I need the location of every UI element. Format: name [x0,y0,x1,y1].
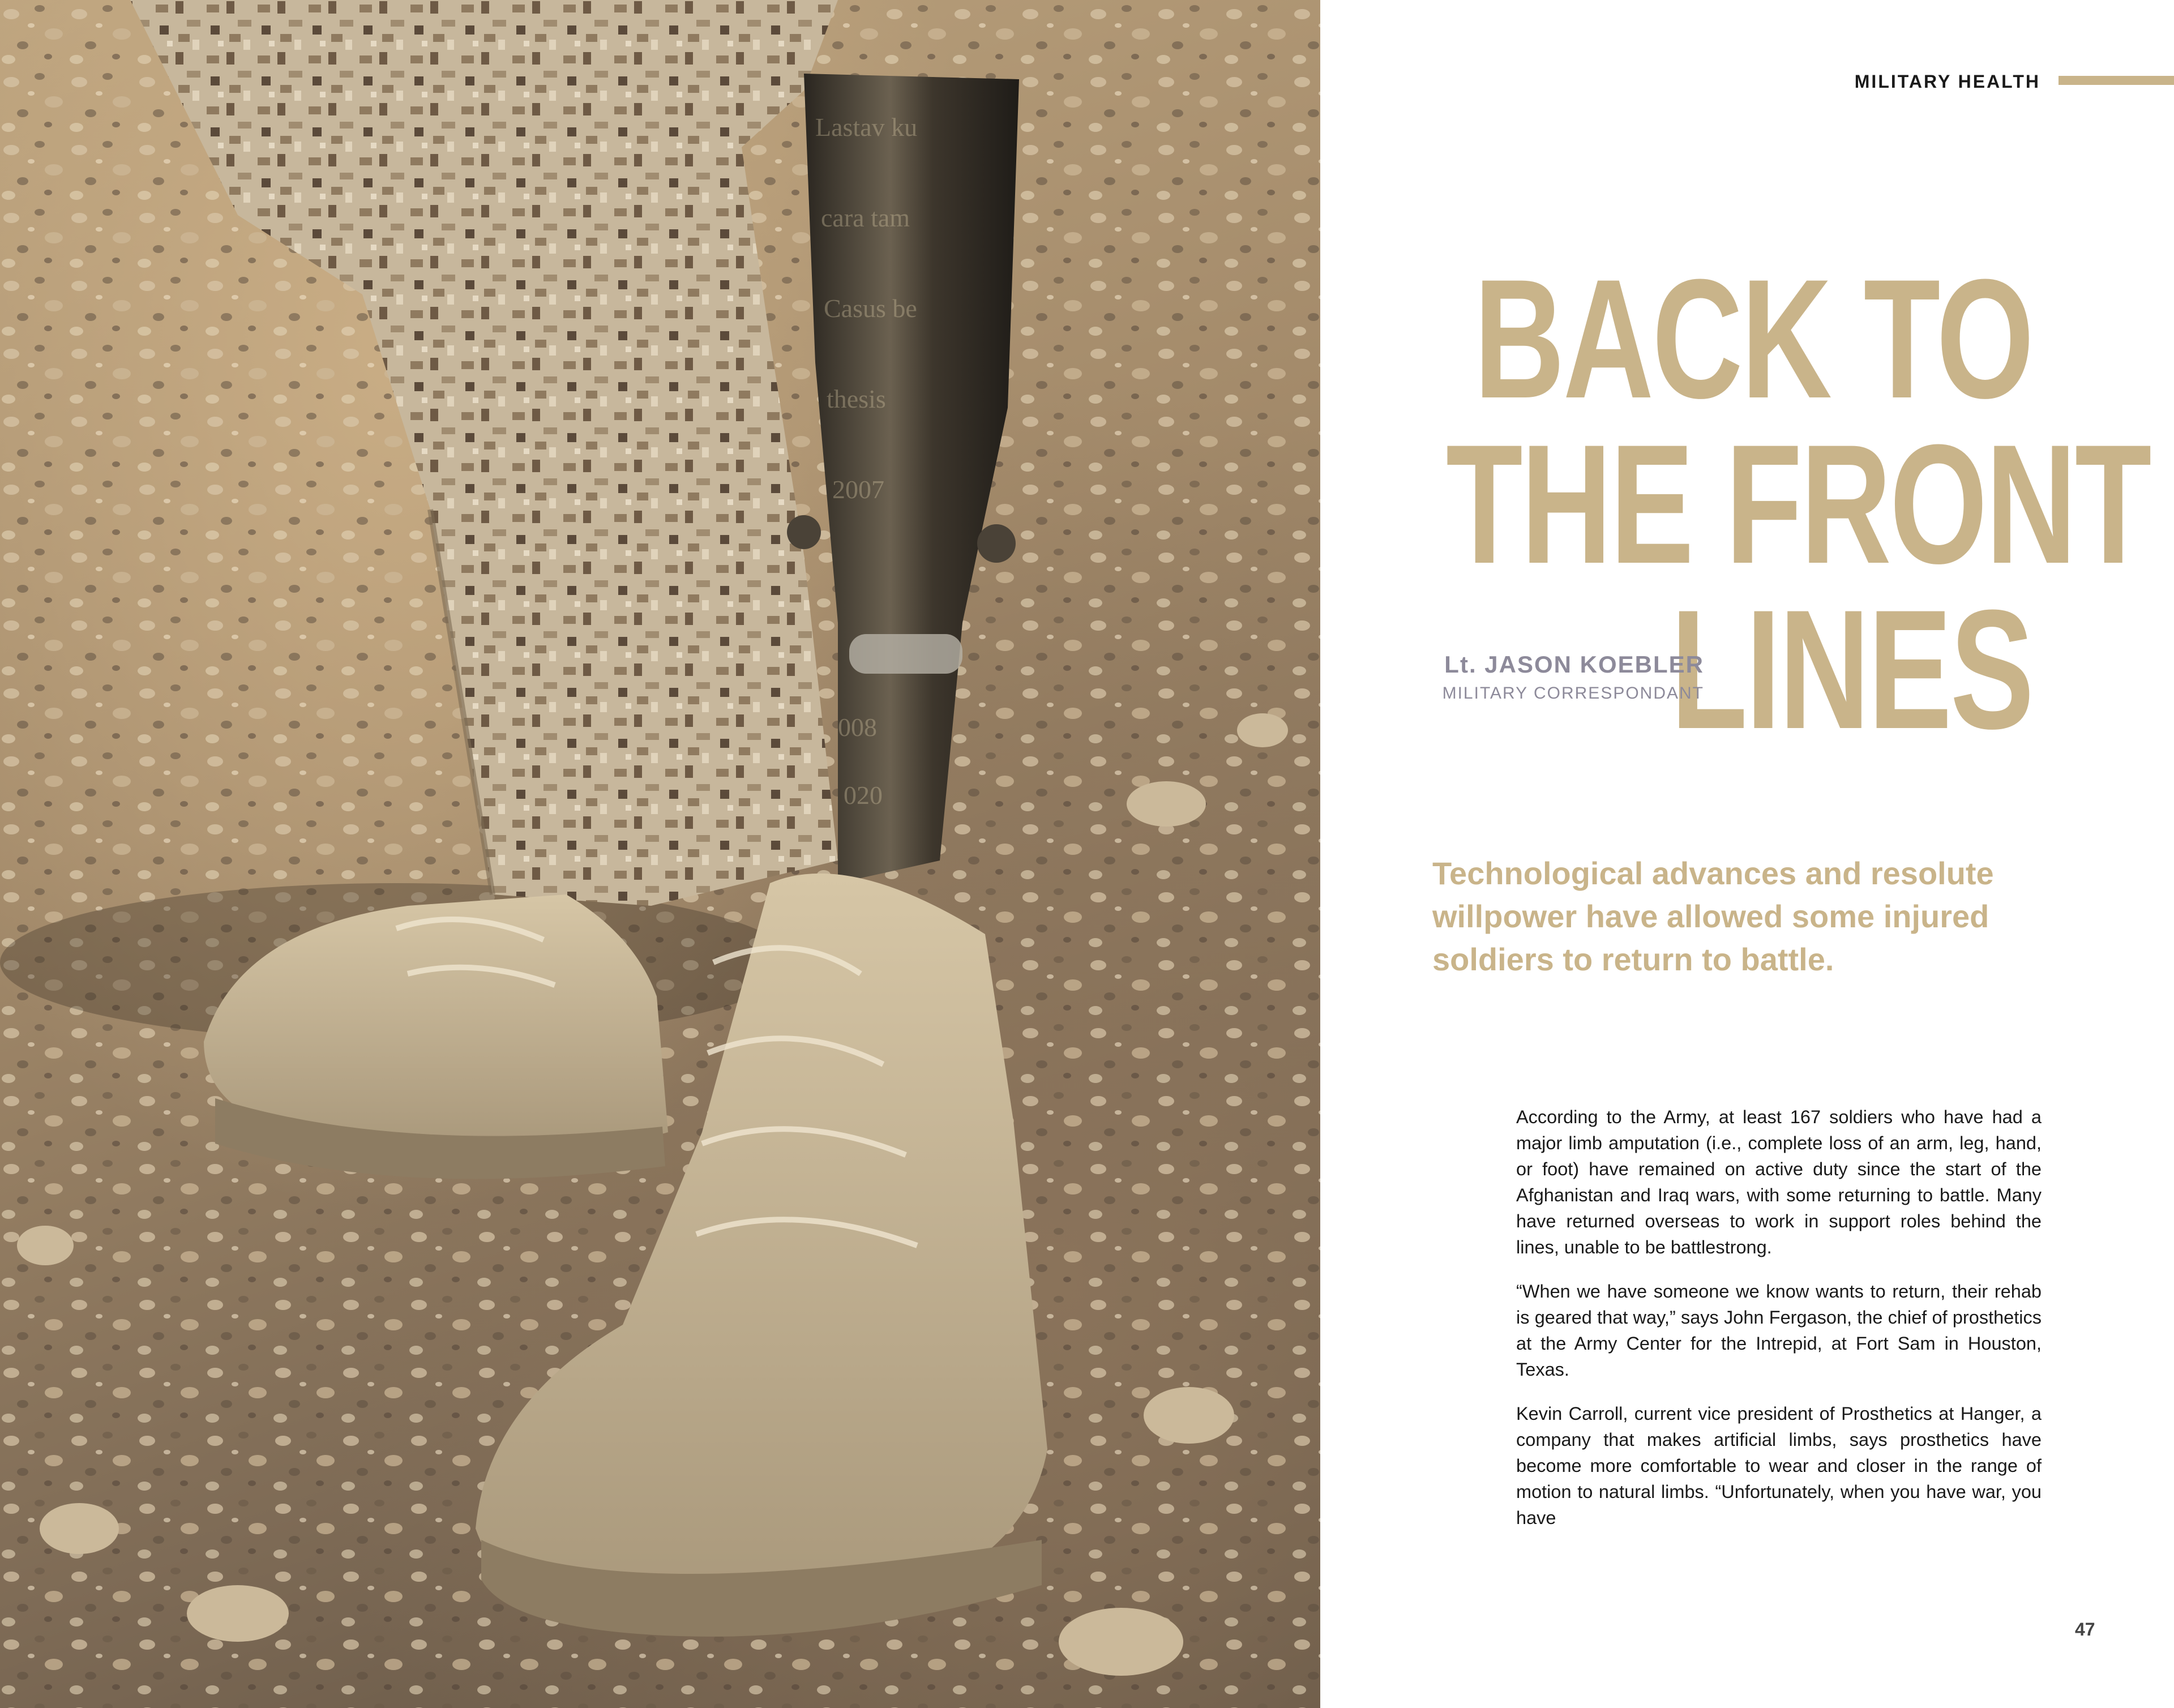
author-name: Lt. JASON KOEBLER [1444,651,1704,678]
svg-text:020: 020 [844,781,883,810]
body-paragraph: Kevin Carroll, current vice president of Prosthetics at Hanger, a company that makes artificial limbs, says prosthetics have become more comfortable to wear and closer in the range of motion to natural limbs. “Unfortunately, when you have war, you have [1516,1403,2042,1528]
body-paragraph: According to the Army, at least 167 soldiers who have had a major limb amputation (i.e., complete loss of an arm, leg, hand, or foot) have remained on active duty since the start of the Afghanistan and Iraq wars, with some returning to battle. Many have returned overseas to work in support roles behind the lines, unable to be battlestrong. [1516,1107,2042,1257]
byline [1443,651,1704,703]
page-number: 47 [2075,1619,2095,1639]
svg-text:008: 008 [838,713,877,742]
headline-line-2: THE FRONT [1446,409,2150,599]
headline-line-1: BACK TO [1474,243,2032,434]
svg-text:2007: 2007 [832,475,884,504]
section-rule [2059,76,2174,85]
svg-text:cara tam: cara tam [821,203,910,232]
deck-subtitle: Technological advances and resolute willpower have allowed some injured soldiers to return to battle. [1432,855,1994,977]
svg-text:Lastav ku: Lastav ku [815,113,918,142]
author-role: MILITARY CORRESPONDANT [1442,684,1704,703]
body-paragraph: “When we have someone we know wants to return, their rehab is geared that way,” says John Fergason, the chief of prosthetics at the Army Center for the Intrepid, at Fort Sam in Houston, Texas. [1516,1281,2042,1380]
svg-text:thesis: thesis [827,384,886,413]
section-label: MILITARY HEALTH [1854,71,2040,92]
svg-text:Casus be: Casus be [824,294,917,323]
article-body [1516,1104,2042,1549]
headline-line-3: LINES [1671,574,2032,764]
